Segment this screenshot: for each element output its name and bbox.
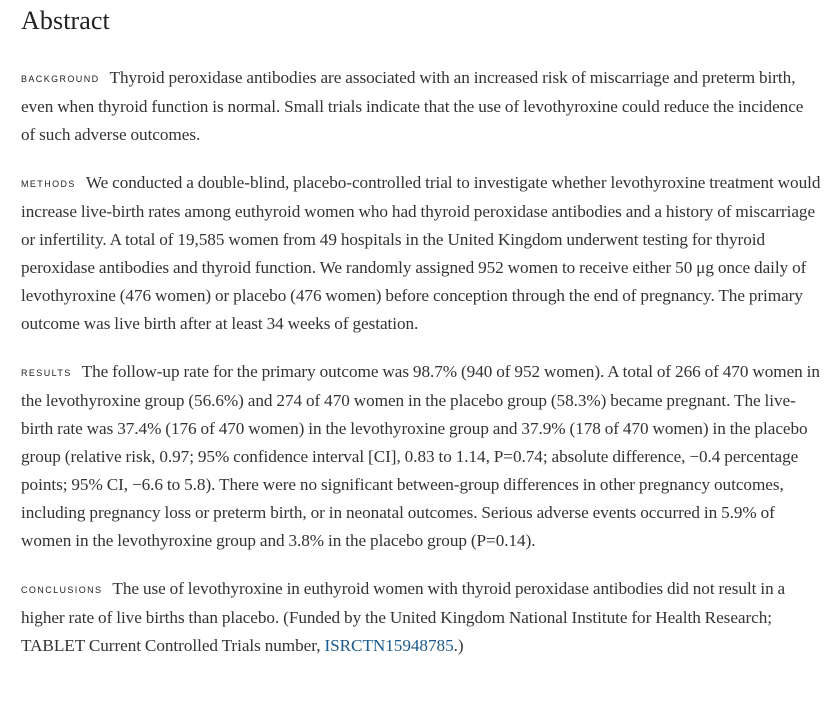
background-section xyxy=(21,64,821,149)
methods-text: We conducted a double-blind, placebo-controlled trial to investigate whether levothyroxine treatment would increase live-birth rates among euthyroid women who had thyroid peroxidase antibodies and a history of miscarriage or infertility. A total of 19,585 women from 49 hospitals in the United Kingdom underwent testing for thyroid peroxidase antibodies and thyroid function. We randomly assigned 952 women to receive either 50 μg once daily of levothyroxine (476 women) or placebo (476 women) before conception through the end of pregnancy. The primary outcome was live birth after at least 34 weeks of gestation. xyxy=(21,173,821,333)
methods-section xyxy=(21,169,821,338)
abstract-title: Abstract xyxy=(21,6,110,35)
methods-label: methods xyxy=(21,175,76,190)
conclusions-text-end: .) xyxy=(453,636,464,655)
results-text: The follow-up rate for the primary outcome was 98.7% (940 of 952 women). A total of 266 of 470 women in the levothyroxine group (56.6%) and 274 of 470 women in the placebo group (58.3%) became pregnant. The live-birth rate was 37.4% (176 of 470 women) in the levothyroxine group and 37.9% (178 of 470 women) in the placebo group (relative risk, 0.97; 95% confidence interval [CI], 0.83 to 1.14, P=0.74; absolute difference, −0.4 percentage points; 95% CI, −6.6 to 5.8). There were no significant between-group differences in other pregnancy outcomes, including pregnancy loss or preterm birth, or in neonatal outcomes. Serious adverse events occurred in 5.9% of women in the levothyroxine group and 3.8% in the placebo group (P=0.14). xyxy=(21,362,820,550)
abstract-container xyxy=(21,0,821,660)
conclusions-text: The use of levothyroxine in euthyroid women with thyroid peroxidase antibodies did not result in a higher rate of live births than placebo. (Funded by the United Kingdom National Institute for Health Research; TABLET Current Controlled Trials number, xyxy=(21,579,786,655)
background-text: Thyroid peroxidase antibodies are associated with an increased risk of miscarriage and preterm birth, even when thyroid function is normal. Small trials indicate that the use of levothyroxine could reduce the incidence of such adverse outcomes. xyxy=(21,68,804,144)
conclusions-label: conclusions xyxy=(21,581,103,596)
results-section xyxy=(21,358,821,555)
trial-registration-link[interactable]: ISRCTN15948785 xyxy=(324,636,454,655)
results-label: results xyxy=(21,364,72,379)
conclusions-section xyxy=(21,575,821,660)
background-label: background xyxy=(21,70,100,85)
